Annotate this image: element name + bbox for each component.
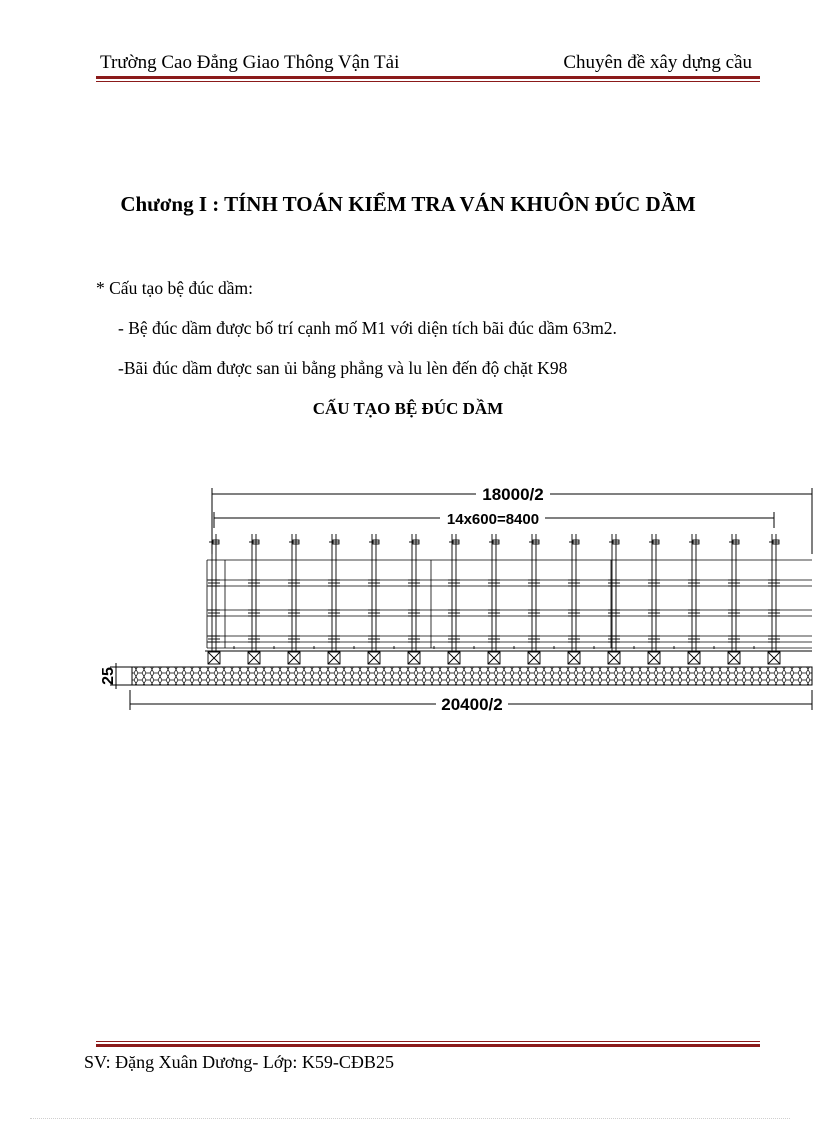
intro-text: * Cấu tạo bệ đúc dầm: [96, 278, 253, 298]
dim-spacing-label: 14x600=8400 [446, 511, 540, 528]
formwork-post [288, 534, 314, 664]
formwork-post [448, 534, 474, 664]
footer-rule-thin [96, 1041, 760, 1042]
formwork-post [648, 534, 674, 664]
formwork-post [408, 534, 434, 664]
formwork-post [688, 534, 714, 664]
formwork-post [488, 534, 514, 664]
header-school-name: Trường Cao Đẳng Giao Thông Vận Tải [100, 52, 400, 73]
frame-lines [207, 560, 812, 648]
header-rule-thin [96, 81, 760, 82]
formwork-post [528, 534, 554, 664]
formwork-post [568, 534, 594, 664]
figure-title: CẤU TẠO BỆ ĐÚC DẦM [312, 399, 504, 418]
formwork-post [208, 534, 234, 664]
formwork-post [608, 534, 634, 664]
formwork-post [368, 534, 394, 664]
body-line-1: - Bệ đúc dầm được bố trí cạnh mố M1 với diện tích bãi đúc dầm 63m2. [118, 318, 617, 338]
dim-base-label: 20400/2 [441, 695, 503, 714]
page-bottom-dotted-line [30, 1118, 790, 1119]
formwork-post [768, 534, 780, 664]
footer-student-info: SV: Đặng Xuân Dương- Lớp: K59-CĐB25 [84, 1052, 394, 1072]
dim-height-label: 25 [100, 667, 117, 685]
formwork-post [248, 534, 274, 664]
formwork-post [328, 534, 354, 664]
casting-bed-drawing [0, 470, 816, 720]
chapter-title: Chương I : TÍNH TOÁN KIỂM TRA VÁN KHUÔN ĐÚC DẦM [120, 192, 696, 216]
body-line-2: -Bãi đúc dầm được san ủi bằng phẳng và lu lèn đến độ chặt K98 [118, 358, 568, 378]
header-rule [96, 76, 760, 79]
formwork-post [728, 534, 754, 664]
dim-total-label: 18000/2 [482, 485, 544, 504]
header-topic: Chuyên đề xây dựng cầu [563, 52, 752, 73]
formwork-posts [208, 534, 780, 664]
compacted-ground-layer [132, 667, 812, 685]
footer-rule [96, 1044, 760, 1047]
